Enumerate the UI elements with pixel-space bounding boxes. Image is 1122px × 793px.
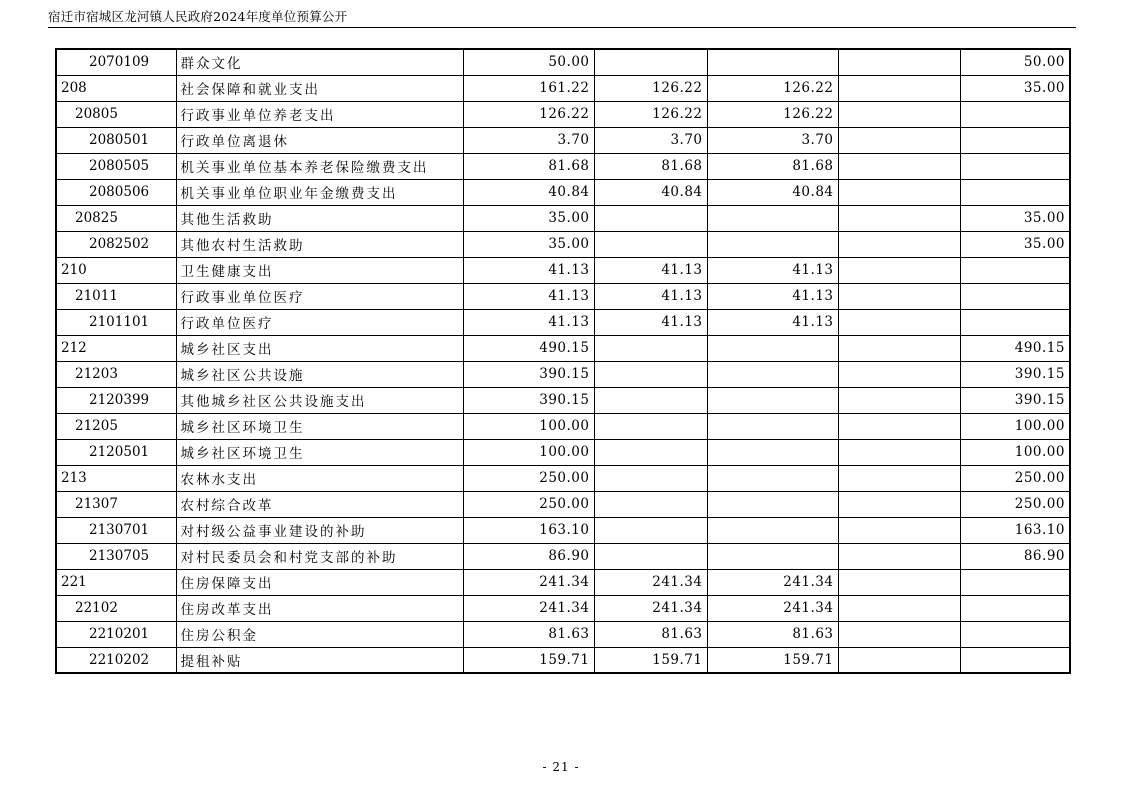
amount-cell-4 — [838, 335, 960, 361]
subject-name-cell: 行政事业单位养老支出 — [176, 101, 463, 127]
subject-code-cell: 21011 — [56, 283, 176, 309]
amount-cell-3 — [707, 517, 838, 543]
amount-cell-3 — [707, 335, 838, 361]
amount-cell-5 — [960, 569, 1070, 595]
subject-code-cell: 2080505 — [56, 153, 176, 179]
subject-name-cell: 提租补贴 — [176, 647, 463, 673]
amount-cell-4 — [838, 153, 960, 179]
total-amount-cell: 100.00 — [463, 413, 594, 439]
amount-cell-3: 41.13 — [707, 309, 838, 335]
total-amount-cell: 126.22 — [463, 101, 594, 127]
total-amount-cell: 81.68 — [463, 153, 594, 179]
amount-cell-5: 250.00 — [960, 465, 1070, 491]
amount-cell-5 — [960, 283, 1070, 309]
budget-table — [55, 48, 1071, 674]
amount-cell-4 — [838, 179, 960, 205]
amount-cell-4 — [838, 127, 960, 153]
subject-name-cell: 住房公积金 — [176, 621, 463, 647]
table-row — [56, 127, 1070, 153]
table-row — [56, 465, 1070, 491]
amount-cell-5 — [960, 309, 1070, 335]
amount-cell-5: 390.15 — [960, 361, 1070, 387]
total-amount-cell: 50.00 — [463, 49, 594, 75]
subject-code-cell: 2210202 — [56, 647, 176, 673]
table-row — [56, 491, 1070, 517]
amount-cell-5: 490.15 — [960, 335, 1070, 361]
table-row — [56, 49, 1070, 75]
amount-cell-5: 250.00 — [960, 491, 1070, 517]
table-row — [56, 361, 1070, 387]
subject-code-cell: 2101101 — [56, 309, 176, 335]
subject-code-cell: 2080501 — [56, 127, 176, 153]
amount-cell-3 — [707, 543, 838, 569]
amount-cell-5: 163.10 — [960, 517, 1070, 543]
amount-cell-2 — [594, 517, 707, 543]
table-row — [56, 413, 1070, 439]
total-amount-cell: 40.84 — [463, 179, 594, 205]
subject-code-cell: 208 — [56, 75, 176, 101]
amount-cell-2: 126.22 — [594, 75, 707, 101]
amount-cell-3 — [707, 491, 838, 517]
subject-name-cell: 机关事业单位职业年金缴费支出 — [176, 179, 463, 205]
amount-cell-2 — [594, 205, 707, 231]
amount-cell-3: 41.13 — [707, 257, 838, 283]
amount-cell-5 — [960, 127, 1070, 153]
subject-code-cell: 2120501 — [56, 439, 176, 465]
subject-name-cell: 社会保障和就业支出 — [176, 75, 463, 101]
subject-code-cell: 2082502 — [56, 231, 176, 257]
table-row — [56, 101, 1070, 127]
total-amount-cell: 41.13 — [463, 309, 594, 335]
subject-code-cell: 2080506 — [56, 179, 176, 205]
amount-cell-2 — [594, 465, 707, 491]
amount-cell-3 — [707, 231, 838, 257]
subject-name-cell: 城乡社区支出 — [176, 335, 463, 361]
amount-cell-4 — [838, 465, 960, 491]
table-row — [56, 439, 1070, 465]
table-row — [56, 205, 1070, 231]
table-row — [56, 569, 1070, 595]
amount-cell-2: 41.13 — [594, 257, 707, 283]
subject-name-cell: 城乡社区环境卫生 — [176, 413, 463, 439]
amount-cell-5: 50.00 — [960, 49, 1070, 75]
amount-cell-3: 3.70 — [707, 127, 838, 153]
total-amount-cell: 35.00 — [463, 231, 594, 257]
subject-name-cell: 城乡社区公共设施 — [176, 361, 463, 387]
table-row — [56, 621, 1070, 647]
amount-cell-5: 86.90 — [960, 543, 1070, 569]
amount-cell-2 — [594, 491, 707, 517]
subject-name-cell: 住房保障支出 — [176, 569, 463, 595]
amount-cell-2 — [594, 387, 707, 413]
amount-cell-3 — [707, 439, 838, 465]
amount-cell-4 — [838, 595, 960, 621]
total-amount-cell: 100.00 — [463, 439, 594, 465]
table-row — [56, 179, 1070, 205]
amount-cell-4 — [838, 621, 960, 647]
subject-code-cell: 22102 — [56, 595, 176, 621]
amount-cell-2: 41.13 — [594, 309, 707, 335]
amount-cell-2: 40.84 — [594, 179, 707, 205]
table-row — [56, 309, 1070, 335]
amount-cell-5: 35.00 — [960, 231, 1070, 257]
amount-cell-4 — [838, 543, 960, 569]
total-amount-cell: 161.22 — [463, 75, 594, 101]
amount-cell-4 — [838, 569, 960, 595]
amount-cell-3 — [707, 205, 838, 231]
subject-code-cell: 20825 — [56, 205, 176, 231]
table-row — [56, 543, 1070, 569]
amount-cell-3 — [707, 387, 838, 413]
subject-code-cell: 2070109 — [56, 49, 176, 75]
amount-cell-5 — [960, 101, 1070, 127]
subject-name-cell: 对村民委员会和村党支部的补助 — [176, 543, 463, 569]
table-row — [56, 595, 1070, 621]
amount-cell-5 — [960, 257, 1070, 283]
amount-cell-5: 100.00 — [960, 413, 1070, 439]
subject-name-cell: 对村级公益事业建设的补助 — [176, 517, 463, 543]
subject-name-cell: 卫生健康支出 — [176, 257, 463, 283]
amount-cell-4 — [838, 439, 960, 465]
amount-cell-2: 126.22 — [594, 101, 707, 127]
amount-cell-4 — [838, 517, 960, 543]
amount-cell-4 — [838, 413, 960, 439]
amount-cell-3 — [707, 49, 838, 75]
amount-cell-4 — [838, 75, 960, 101]
subject-name-cell: 群众文化 — [176, 49, 463, 75]
subject-code-cell: 21307 — [56, 491, 176, 517]
amount-cell-5 — [960, 595, 1070, 621]
subject-name-cell: 其他生活救助 — [176, 205, 463, 231]
subject-code-cell: 21203 — [56, 361, 176, 387]
amount-cell-5 — [960, 647, 1070, 673]
amount-cell-5: 35.00 — [960, 205, 1070, 231]
subject-code-cell: 2130701 — [56, 517, 176, 543]
subject-code-cell: 2210201 — [56, 621, 176, 647]
total-amount-cell: 81.63 — [463, 621, 594, 647]
amount-cell-5: 35.00 — [960, 75, 1070, 101]
amount-cell-4 — [838, 283, 960, 309]
amount-cell-5: 390.15 — [960, 387, 1070, 413]
total-amount-cell: 250.00 — [463, 465, 594, 491]
amount-cell-5 — [960, 179, 1070, 205]
subject-code-cell: 21205 — [56, 413, 176, 439]
amount-cell-2 — [594, 231, 707, 257]
table-row — [56, 335, 1070, 361]
subject-code-cell: 2120399 — [56, 387, 176, 413]
subject-code-cell: 20805 — [56, 101, 176, 127]
amount-cell-2 — [594, 49, 707, 75]
table-row — [56, 517, 1070, 543]
subject-name-cell: 其他农村生活救助 — [176, 231, 463, 257]
page-number: - 21 - — [542, 760, 580, 774]
amount-cell-3: 126.22 — [707, 101, 838, 127]
total-amount-cell: 35.00 — [463, 205, 594, 231]
subject-name-cell: 其他城乡社区公共设施支出 — [176, 387, 463, 413]
amount-cell-2 — [594, 543, 707, 569]
subject-code-cell: 213 — [56, 465, 176, 491]
total-amount-cell: 41.13 — [463, 257, 594, 283]
total-amount-cell: 390.15 — [463, 387, 594, 413]
table-row — [56, 387, 1070, 413]
subject-name-cell: 行政单位医疗 — [176, 309, 463, 335]
table-row — [56, 283, 1070, 309]
table-row — [56, 257, 1070, 283]
table-row — [56, 75, 1070, 101]
amount-cell-2: 41.13 — [594, 283, 707, 309]
amount-cell-3 — [707, 413, 838, 439]
amount-cell-3: 241.34 — [707, 569, 838, 595]
amount-cell-3: 159.71 — [707, 647, 838, 673]
amount-cell-4 — [838, 387, 960, 413]
amount-cell-3 — [707, 465, 838, 491]
amount-cell-4 — [838, 309, 960, 335]
subject-name-cell: 农村综合改革 — [176, 491, 463, 517]
amount-cell-2: 81.68 — [594, 153, 707, 179]
subject-code-cell: 221 — [56, 569, 176, 595]
amount-cell-4 — [838, 205, 960, 231]
amount-cell-3 — [707, 361, 838, 387]
table-row — [56, 231, 1070, 257]
table-row — [56, 647, 1070, 673]
amount-cell-3: 241.34 — [707, 595, 838, 621]
amount-cell-5: 100.00 — [960, 439, 1070, 465]
total-amount-cell: 390.15 — [463, 361, 594, 387]
subject-name-cell: 行政事业单位医疗 — [176, 283, 463, 309]
total-amount-cell: 41.13 — [463, 283, 594, 309]
subject-name-cell: 农林水支出 — [176, 465, 463, 491]
amount-cell-3: 81.68 — [707, 153, 838, 179]
subject-code-cell: 212 — [56, 335, 176, 361]
total-amount-cell: 3.70 — [463, 127, 594, 153]
total-amount-cell: 241.34 — [463, 595, 594, 621]
total-amount-cell: 163.10 — [463, 517, 594, 543]
subject-code-cell: 210 — [56, 257, 176, 283]
subject-code-cell: 2130705 — [56, 543, 176, 569]
amount-cell-2: 241.34 — [594, 595, 707, 621]
amount-cell-2 — [594, 413, 707, 439]
total-amount-cell: 490.15 — [463, 335, 594, 361]
amount-cell-4 — [838, 49, 960, 75]
amount-cell-2 — [594, 335, 707, 361]
amount-cell-5 — [960, 621, 1070, 647]
amount-cell-3: 126.22 — [707, 75, 838, 101]
amount-cell-2: 241.34 — [594, 569, 707, 595]
amount-cell-4 — [838, 231, 960, 257]
amount-cell-5 — [960, 153, 1070, 179]
total-amount-cell: 250.00 — [463, 491, 594, 517]
amount-cell-3: 41.13 — [707, 283, 838, 309]
amount-cell-3: 40.84 — [707, 179, 838, 205]
amount-cell-2: 3.70 — [594, 127, 707, 153]
amount-cell-4 — [838, 361, 960, 387]
subject-name-cell: 行政单位离退休 — [176, 127, 463, 153]
amount-cell-4 — [838, 101, 960, 127]
total-amount-cell: 86.90 — [463, 543, 594, 569]
subject-name-cell: 城乡社区环境卫生 — [176, 439, 463, 465]
table-row — [56, 153, 1070, 179]
amount-cell-3: 81.63 — [707, 621, 838, 647]
amount-cell-4 — [838, 257, 960, 283]
budget-table-body — [56, 49, 1070, 673]
total-amount-cell: 159.71 — [463, 647, 594, 673]
amount-cell-2 — [594, 361, 707, 387]
amount-cell-2: 159.71 — [594, 647, 707, 673]
amount-cell-2 — [594, 439, 707, 465]
amount-cell-2: 81.63 — [594, 621, 707, 647]
total-amount-cell: 241.34 — [463, 569, 594, 595]
document-header: 宿迁市宿城区龙河镇人民政府2024年度单位预算公开 — [48, 9, 1076, 28]
amount-cell-4 — [838, 491, 960, 517]
amount-cell-4 — [838, 647, 960, 673]
subject-name-cell: 住房改革支出 — [176, 595, 463, 621]
subject-name-cell: 机关事业单位基本养老保险缴费支出 — [176, 153, 463, 179]
